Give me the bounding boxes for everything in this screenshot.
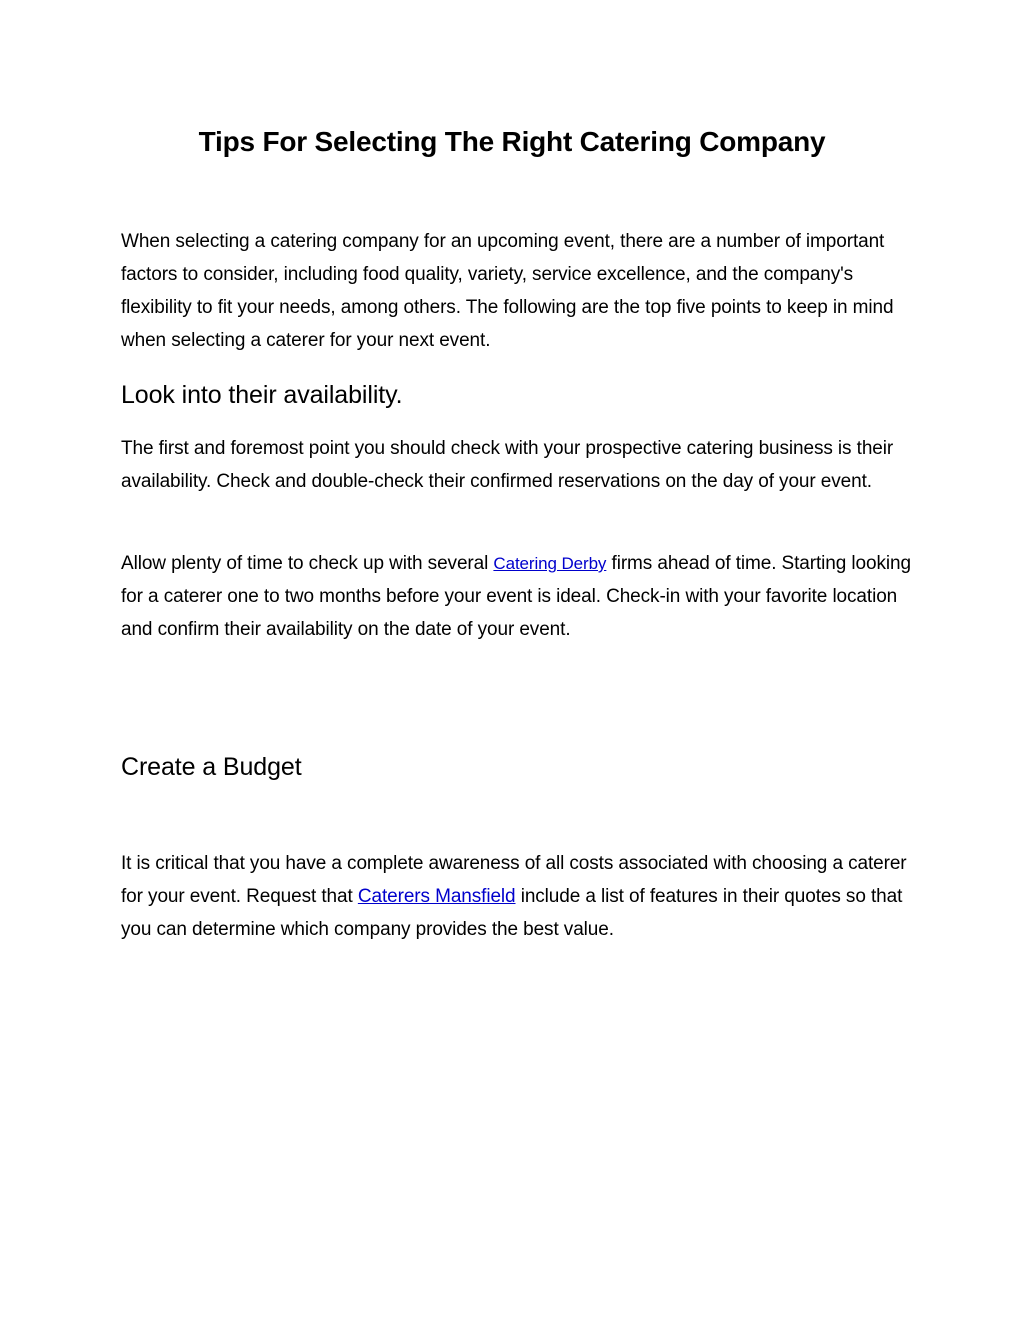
- budget-paragraph: [121, 847, 911, 946]
- budget-paragraph-text-start: It is critical that you have a complete awareness of all costs associated with choosing a caterer for your event. Request that: [121, 853, 907, 907]
- availability-paragraph-2: [121, 547, 911, 646]
- availability-paragraph-2-text-start: Allow plenty of time to check up with several: [121, 553, 494, 574]
- section-heading-availability: Look into their availability.: [121, 381, 403, 409]
- document-title: Tips For Selecting The Right Catering Company: [198, 126, 826, 157]
- catering-derby-link[interactable]: Catering Derby: [493, 554, 607, 573]
- section-heading-budget: Create a Budget: [121, 753, 302, 781]
- availability-paragraph-2-text-end: firms ahead of time. Starting looking for a caterer one to two months before your event is ideal. Check-in with your favorite location and confirm their availability on the date of your event.: [121, 553, 911, 640]
- caterers-mansfield-link[interactable]: Caterers Mansfield: [357, 886, 516, 907]
- availability-paragraph-1: The first and foremost point you should check with your prospective catering business is their availability. Check and double-check their confirmed reservations on the day of your event.: [121, 438, 894, 492]
- budget-paragraph-text-end: include a list of features in their quotes so that you can determine which company provides the best value.: [121, 886, 903, 940]
- intro-paragraph: When selecting a catering company for an upcoming event, there are a number of important factors to consider, including food quality, variety, service excellence, and the company's flexibility to fit your needs, among others. The following are the top five points to keep in mind when selecting a caterer for your next event.: [121, 231, 894, 351]
